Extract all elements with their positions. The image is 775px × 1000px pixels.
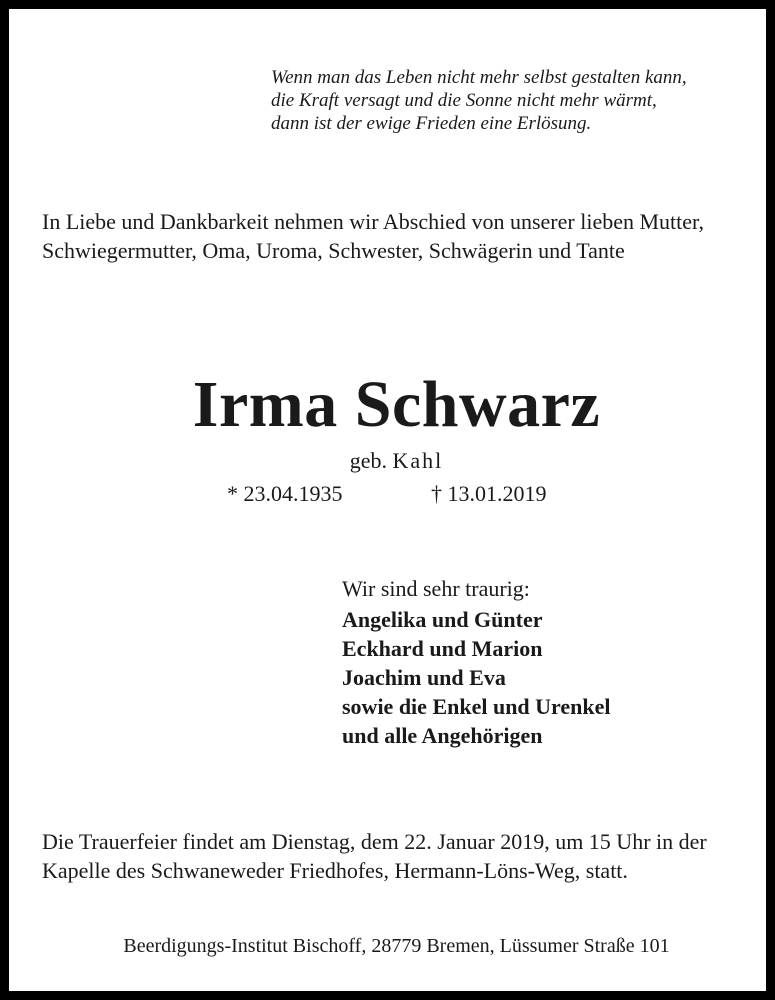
mourners-lead: Wir sind sehr traurig: [342,576,530,601]
motto-line: Wenn man das Leben nicht mehr selbst gestalten kann, [271,67,687,88]
funeral-home: Beerdigungs-Institut Bischoff, 28779 Bremen, Lüssumer Straße 101 [123,935,670,957]
mourners-names [342,605,611,750]
mourner-name: sowie die Enkel und Urenkel [342,694,611,719]
maiden-name-line [9,448,775,474]
motto-line: dann ist der ewige Frieden eine Erlösung. [271,113,592,134]
mourner-name: Angelika und Günter [342,607,543,632]
funeral-details: Die Trauerfeier findet am Dienstag, dem 22. Januar 2019, um 15 Uhr in der Kapelle des Schwaneweder Friedhofes, Hermann-Löns-Weg, statt. [42,829,707,883]
mourner-name: Joachim und Eva [342,665,506,690]
birth-date: * 23.04.1935 [227,481,343,506]
death-date: † 13.01.2019 [431,481,547,506]
mourners-block [342,574,611,750]
maiden-name: Kahl [392,448,444,473]
deceased-name: Irma Schwarz [192,368,601,441]
born-prefix: geb. [349,448,387,473]
intro-text: In Liebe und Dankbarkeit nehmen wir Abschied von unserer lieben Mutter, Schwiegermutter, Oma, Uroma, Schwester, Schwägerin und Tante [42,209,704,263]
motto-line: die Kraft versagt und die Sonne nicht mehr wärmt, [271,90,657,111]
motto-quote [271,66,687,135]
mourner-name: und alle Angehörigen [342,723,543,748]
mourner-name: Eckhard und Marion [342,636,543,661]
